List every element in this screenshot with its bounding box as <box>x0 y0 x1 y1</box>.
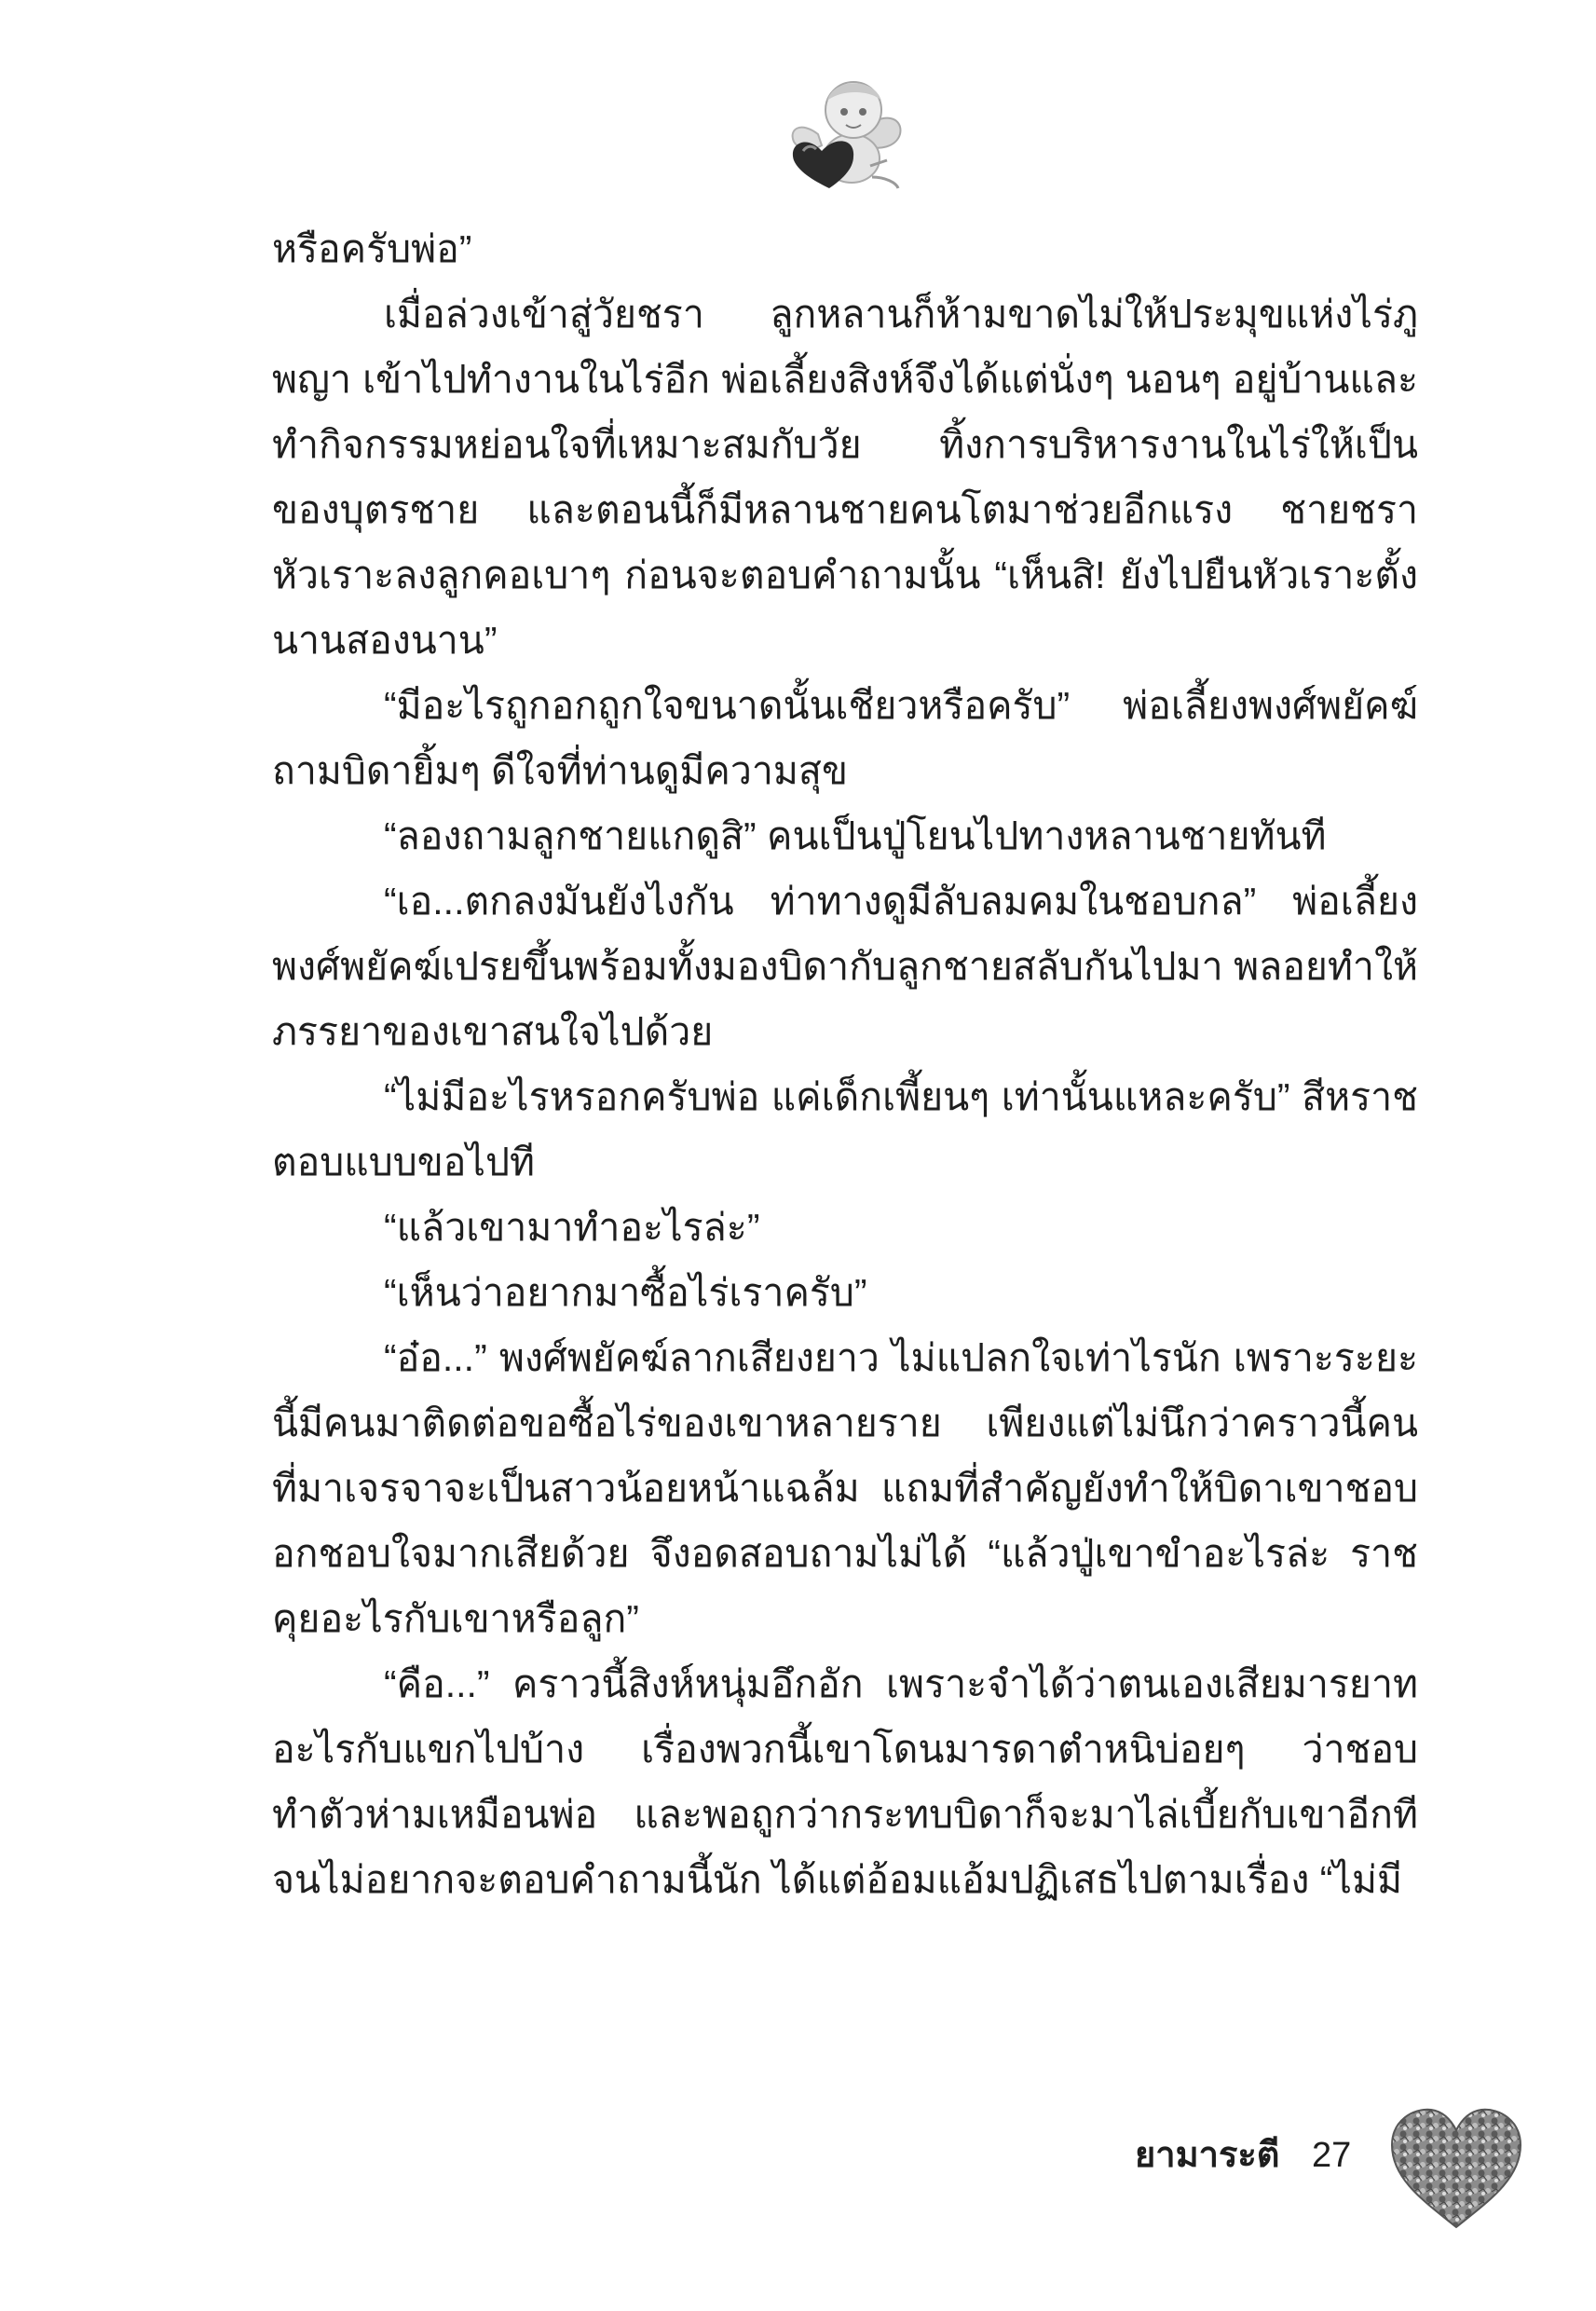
paragraph: “ลองถามลูกชายแกดูสิ” คนเป็นปู่โยนไปทางหลานชายทันที <box>384 814 1327 857</box>
textured-heart-icon <box>1386 2104 1526 2235</box>
paragraph: “เอ...ตกลงมันยังไงกัน ท่าทางดูมีลับลมคมในชอบกล” พ่อเลี้ยงพงศ์พยัคฆ์เปรยขึ้นพร้อมทั้งมองบิดากับลูกชายสลับกันไปมา พลอยทำให้ภรรยาของเขาสนใจไปด้วย <box>272 880 1418 1053</box>
paragraph: “อ๋อ...” พงศ์พยัคฆ์ลากเสียงยาว ไม่แปลกใจเท่าไรนัก เพราะระยะนี้มีคนมาติดต่อขอซื้อไร่ของเขาหลายราย เพียงแต่ไม่นึกว่าคราวนี้คนที่มาเจรจาจะเป็นสาวน้อยหน้าแฉล้ม แถมที่สำคัญยังทำให้บิดาเขาชอบอกชอบใจมากเสียด้วย จึงอดสอบถามไม่ได้ “แล้วปู่เขาขำอะไรล่ะ ราชคุยอะไรกับเขาหรือลูก” <box>272 1336 1418 1640</box>
page-number: 27 <box>1312 2136 1352 2175</box>
paragraph: “คือ...” คราวนี้สิงห์หนุ่มอึกอัก เพราะจำได้ว่าตนเองเสียมารยาทอะไรกับแขกไปบ้าง เรื่องพวกนี้เขาโดนมารดาตำหนิบ่อยๆ ว่าชอบทำตัวห่ามเหมือนพ่อ และพอถูกว่ากระทบบิดาก็จะมาไล่เบี้ยกับเขาอีกทีจนไม่อยากจะตอบคำถามนี้นัก ได้แต่อ้อมแอ้มปฏิเสธไปตามเรื่อง “ไม่มี <box>272 1662 1418 1901</box>
paragraph: “มีอะไรถูกอกถูกใจขนาดนั้นเชียวหรือครับ” พ่อเลี้ยงพงศ์พยัคฆ์ถามบิดายิ้มๆ ดีใจที่ท่านดูมีความสุข <box>272 684 1418 792</box>
paragraph: “เห็นว่าอยากมาซื้อไร่เราครับ” <box>384 1271 867 1314</box>
body-text <box>272 216 1418 1912</box>
footer-book-title: ยามาระตี <box>1135 2136 1280 2175</box>
paragraph: “ไม่มีอะไรหรอกครับพ่อ แค่เด็กเพี้ยนๆ เท่านั้นแหละครับ” สีหราชตอบแบบขอไปที <box>272 1075 1418 1183</box>
paragraph: เมื่อล่วงเข้าสู่วัยชรา ลูกหลานก็ห้ามขาดไม่ให้ประมุขแห่งไร่ภูพญา เข้าไปทำงานในไร่อีก พ่อเลี้ยงสิงห์จึงได้แต่นั่งๆ นอนๆ อยู่บ้านและทำกิจกรรมหย่อนใจที่เหมาะสมกับวัย ทิ้งการบริหารงานในไร่ให้เป็นของบุตรชาย และตอนนี้ก็มีหลานชายคนโตมาช่วยอีกแรง ชายชราหัวเราะลงลูกคอเบาๆ ก่อนจะตอบคำถามนั้น “เห็นสิ! ยังไปยืนหัวเราะตั้งนานสองนาน” <box>272 293 1418 662</box>
paragraph: “แล้วเขามาทำอะไรล่ะ” <box>384 1206 760 1249</box>
cupid-holding-heart-icon <box>781 73 911 194</box>
paragraph: หรือครับพ่อ” <box>272 227 472 270</box>
